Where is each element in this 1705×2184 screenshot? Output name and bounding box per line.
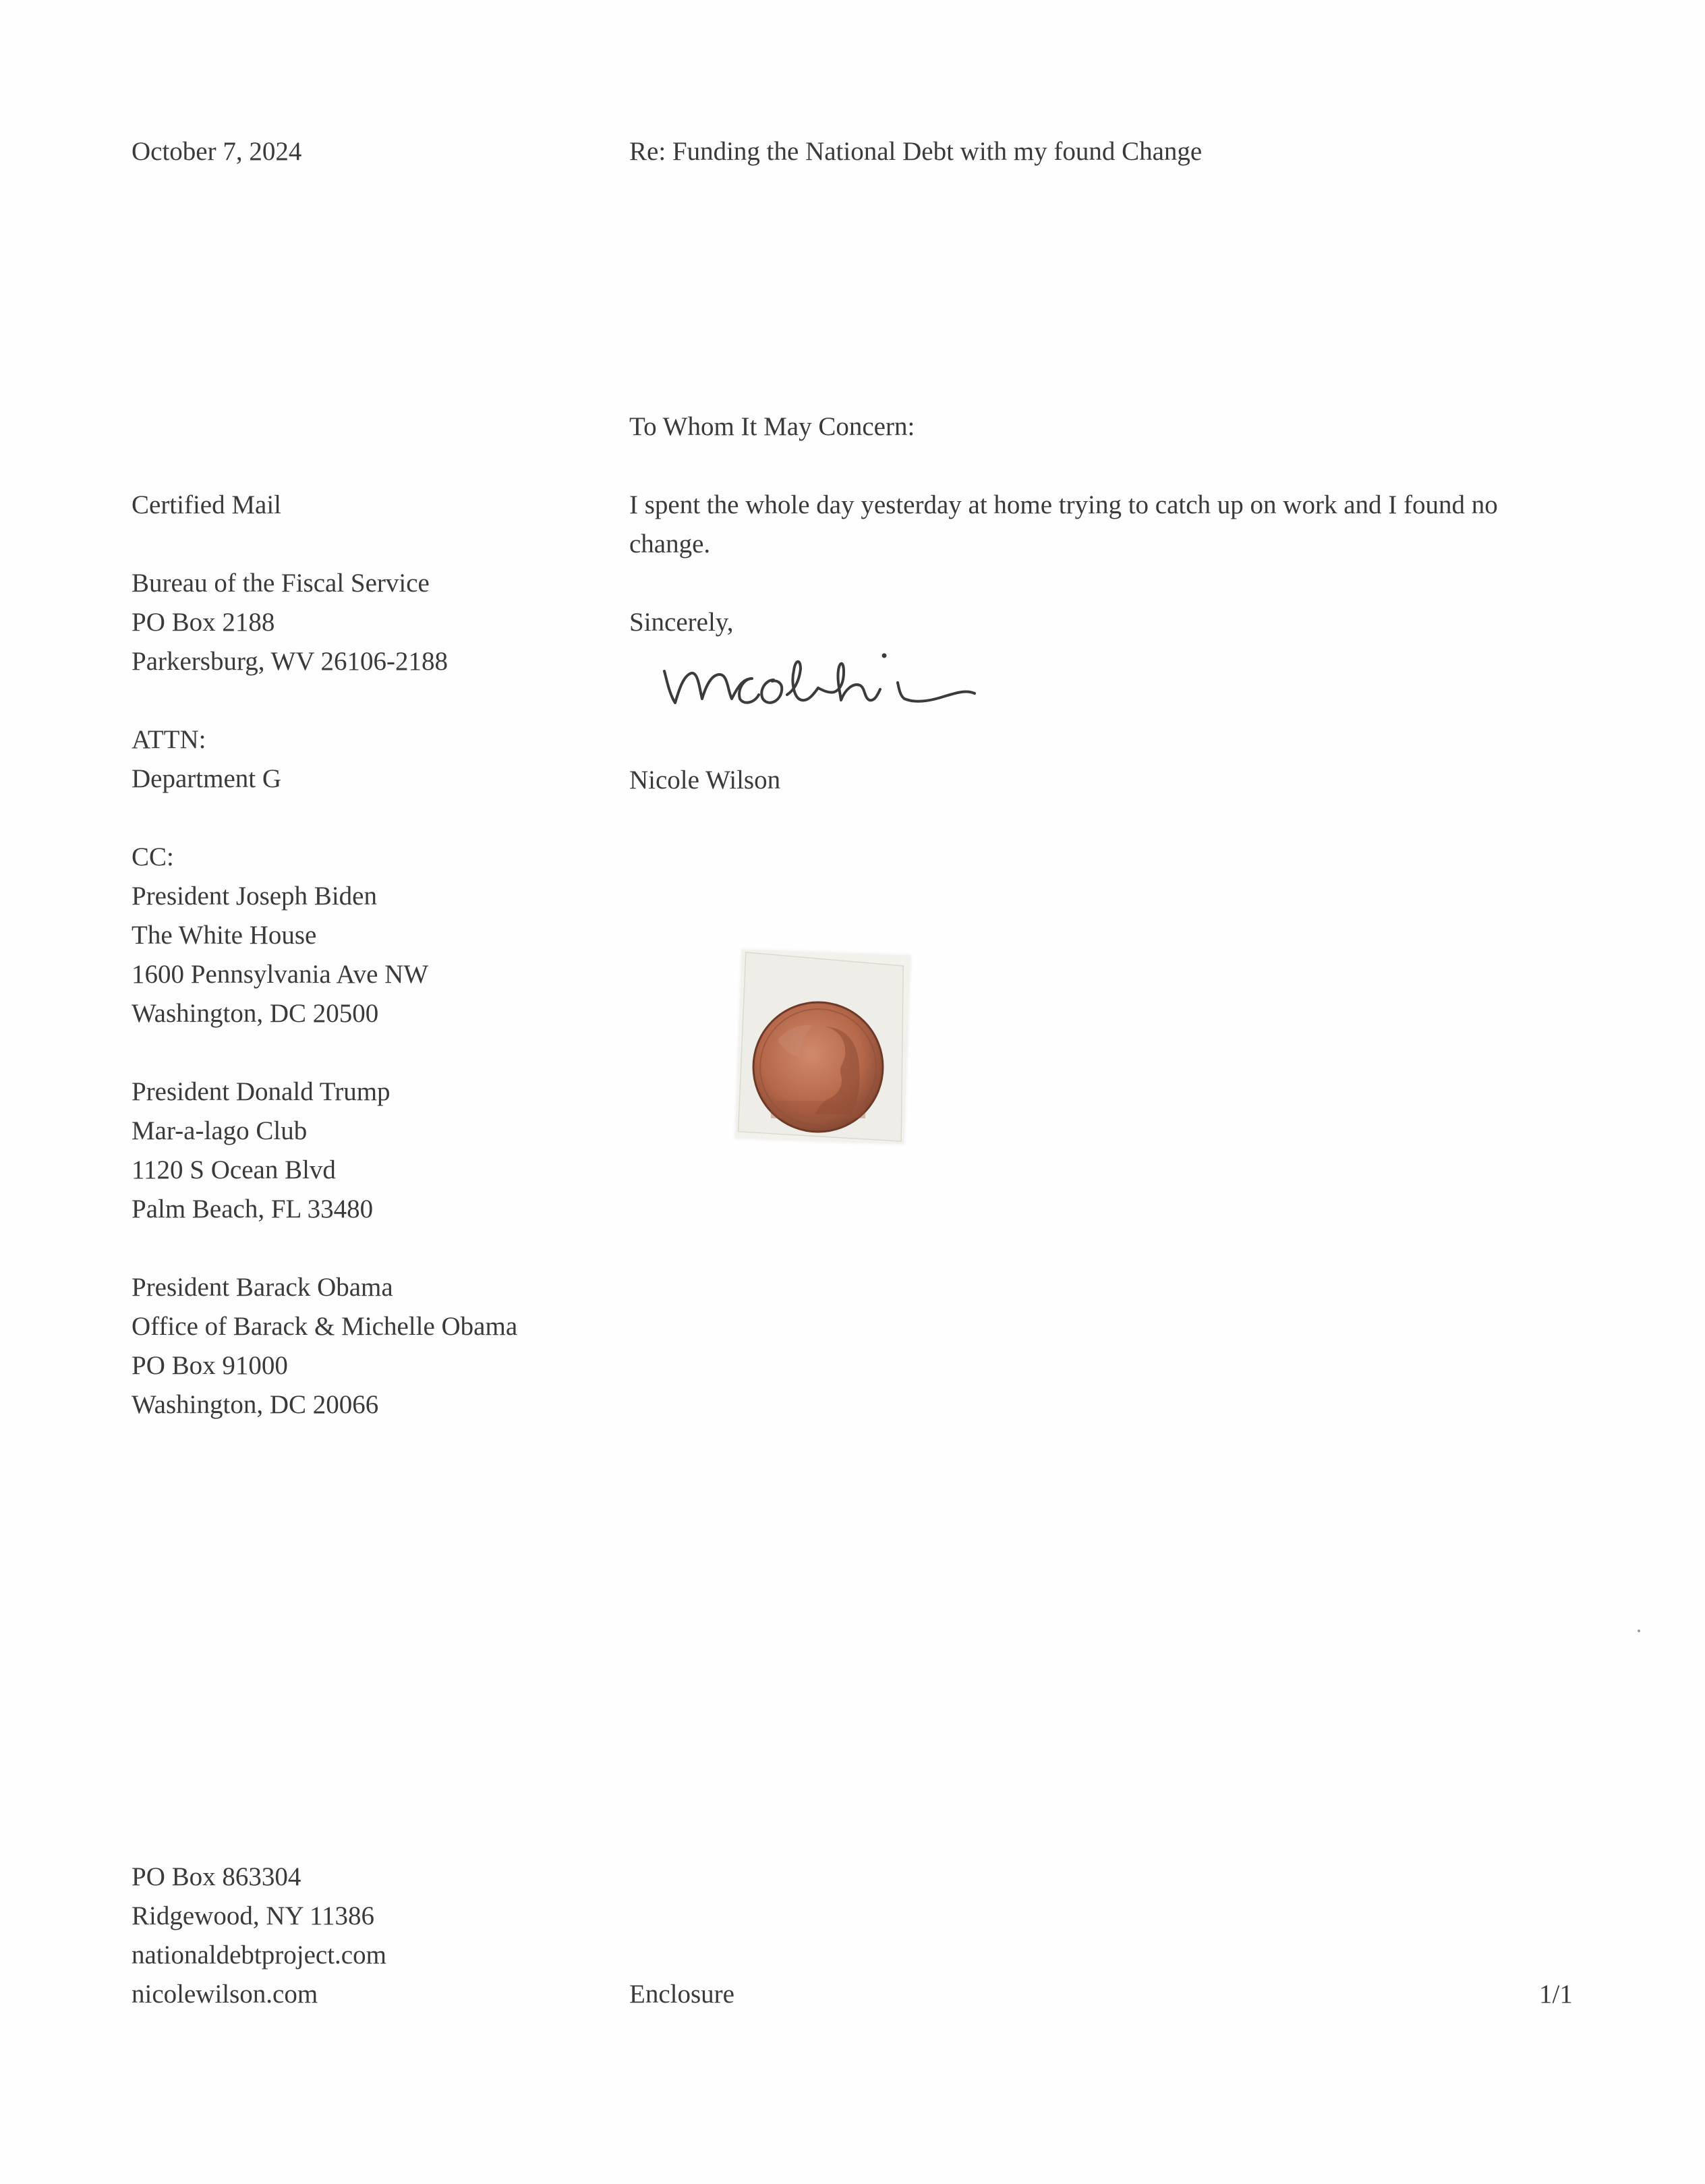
sender-line: Ridgewood, NY 11386	[132, 1901, 375, 1930]
cc-line: Mar-a-lago Club	[132, 1116, 308, 1145]
salutation: To Whom It May Concern:	[629, 412, 915, 441]
cc-line: Palm Beach, FL 33480	[132, 1195, 374, 1224]
penny-coin-icon	[751, 1000, 886, 1134]
sender-address	[132, 1858, 386, 2014]
cc-line: 1120 S Ocean Blvd	[132, 1155, 336, 1184]
closing: Sincerely,	[629, 608, 734, 637]
recipient-address-line: Parkersburg, WV 26106-2188	[132, 647, 449, 676]
scan-speck	[1638, 1630, 1640, 1632]
cc-line: PO Box 91000	[132, 1351, 288, 1380]
spacer	[132, 1229, 517, 1268]
spacer	[132, 525, 517, 564]
signer-name: Nicole Wilson	[629, 766, 781, 795]
delivery-method: Certified Mail	[132, 490, 282, 519]
cc-line: The White House	[132, 921, 317, 950]
recipient-name: Bureau of the Fiscal Service	[132, 569, 430, 598]
penny-enclosure	[739, 944, 914, 1160]
sender-line: PO Box 863304	[132, 1862, 301, 1891]
attn-label: ATTN:	[132, 725, 206, 754]
cc-label: CC:	[132, 842, 174, 871]
letter-subject: Re: Funding the National Debt with my found Change	[629, 137, 1203, 166]
cc-line: Office of Barack & Michelle Obama	[132, 1312, 518, 1341]
cc-line: President Joseph Biden	[132, 882, 377, 911]
cc-line: 1600 Pennsylvania Ave NW	[132, 960, 429, 989]
handwritten-signature-icon	[658, 641, 1035, 722]
letter-body: I spent the whole day yesterday at home trying to catch up on work and I found no change.	[629, 490, 1498, 558]
enclosure-note: Enclosure	[629, 1980, 734, 2009]
spacer	[132, 799, 517, 838]
cc-line: Washington, DC 20500	[132, 999, 379, 1028]
sender-website: nicolewilson.com	[132, 1980, 318, 2009]
address-column	[132, 486, 517, 1425]
cc-line: Washington, DC 20066	[132, 1390, 379, 1419]
cc-line: President Donald Trump	[132, 1077, 391, 1106]
attn-value: Department G	[132, 764, 282, 793]
page-number: 1/1	[1539, 1980, 1573, 2009]
recipient-address-line: PO Box 2188	[132, 608, 275, 637]
sender-website: nationaldebtproject.com	[132, 1941, 386, 1970]
letter-date: October 7, 2024	[132, 137, 302, 166]
spacer	[132, 1033, 517, 1072]
spacer	[132, 681, 517, 720]
cc-line: President Barack Obama	[132, 1273, 393, 1302]
